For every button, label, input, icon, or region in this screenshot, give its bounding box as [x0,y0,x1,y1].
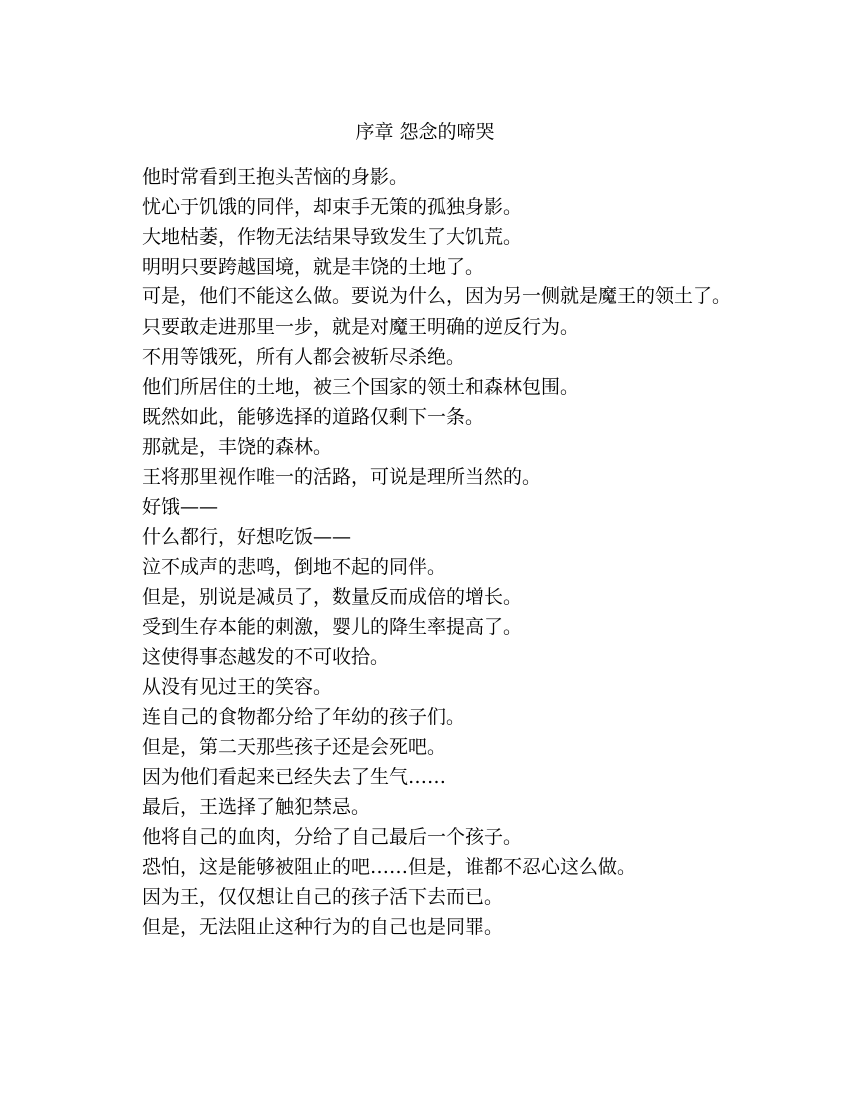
paragraph: 那就是，丰饶的森林。 [142,436,333,458]
paragraph: 明明只要跨越国境，就是丰饶的土地了。 [142,256,485,278]
paragraph: 从没有见过王的笑容。 [142,676,333,698]
paragraph: 因为王，仅仅想让自己的孩子活下去而已。 [142,886,504,908]
paragraph: 大地枯萎，作物无法结果导致发生了大饥荒。 [142,226,523,248]
paragraph: 这使得事态越发的不可收拾。 [142,646,390,668]
paragraph: 恐怕，这是能够被阻止的吧……但是，谁都不忍心这么做。 [142,856,637,878]
paragraph: 但是，第二天那些孩子还是会死吧。 [142,736,447,758]
paragraph: 最后，王选择了触犯禁忌。 [142,796,371,818]
paragraph: 什么都行，好想吃饭—— [142,526,352,548]
paragraph: 因为他们看起来已经失去了生气…… [142,766,447,788]
paragraph: 他将自己的血肉，分给了自己最后一个孩子。 [142,826,523,848]
body-text [104,162,750,942]
paragraph: 受到生存本能的刺激，婴儿的降生率提高了。 [142,616,523,638]
paragraph: 但是，别说是减员了，数量反而成倍的增长。 [142,586,523,608]
paragraph: 他时常看到王抱头苦恼的身影。 [142,166,409,188]
paragraph: 既然如此，能够选择的道路仅剩下一条。 [142,406,485,428]
paragraph: 连自己的食物都分给了年幼的孩子们。 [142,706,466,728]
paragraph: 他们所居住的土地，被三个国家的领土和森林包围。 [142,376,580,398]
paragraph: 王将那里视作唯一的活路，可说是理所当然的。 [142,466,542,488]
paragraph: 好饿—— [142,496,219,518]
paragraph: 忧心于饥饿的同伴，却束手无策的孤独身影。 [142,196,523,218]
paragraph: 可是，他们不能这么做。要说为什么，因为另一侧就是魔王的领土了。 [142,285,732,307]
chapter-title: 序章 怨念的啼哭 [355,121,495,143]
paragraph: 但是，无法阻止这种行为的自己也是同罪。 [142,916,504,938]
paragraph: 泣不成声的悲鸣，倒地不起的同伴。 [142,556,447,578]
paragraph: 只要敢走进那里一步，就是对魔王明确的逆反行为。 [142,316,580,338]
paragraph: 不用等饿死，所有人都会被斩尽杀绝。 [142,346,466,368]
